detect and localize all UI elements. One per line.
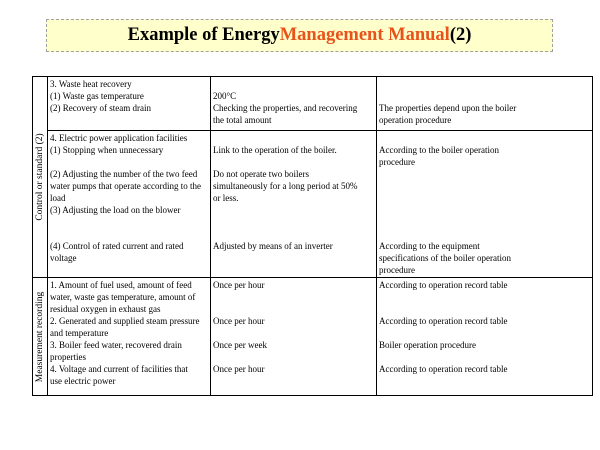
slide-title (46, 19, 553, 52)
table-row-electric (33, 131, 593, 278)
section-label-cell-measurement (33, 278, 48, 396)
section-label-control: Control or standard (2) (35, 133, 45, 221)
cell-measurement-frequency: Once per hour Once per hour Once per week Once per hour (211, 278, 377, 396)
energy-manual-table (32, 76, 593, 396)
section-label-measurement: Measurement recording (35, 291, 45, 382)
cell-measurement-item: 1. Amount of fuel used, amount of feed water, waste gas temperature, amount of residual oxygen in exhaust gas 2. Generated and supplied steam pressure and temperature 3. Boiler feed water, recovered drain properties 4. Voltage and current of facilities that use electric power (48, 278, 211, 396)
cell-waste-heat-standard: The properties depend upon the boiler operation procedure (377, 77, 593, 131)
cell-waste-heat-method: 200°C Checking the properties, and recovering the total amount (211, 77, 377, 131)
cell-waste-heat-item: 3. Waste heat recovery (1) Waste gas temperature (2) Recovery of steam drain (48, 77, 211, 131)
title-prefix: Example of Energy (127, 25, 280, 45)
cell-electric-method: Link to the operation of the boiler. Do not operate two boilers simultaneously for a long period at 50% or less. Adjusted by means of an inverter (211, 131, 377, 278)
section-label-cell-control (33, 77, 48, 278)
cell-electric-item: 4. Electric power application facilities (1) Stopping when unnecessary (2) Adjusting the number of the two feed water pumps that operate according to the load (3) Adjusting the load on the blower (4) Control of rated current and rated voltage (48, 131, 211, 278)
cell-measurement-standard: According to operation record table According to operation record table Boiler operation procedure According to operation record table (377, 278, 593, 396)
title-suffix: (2) (449, 25, 472, 45)
table-row-measurement (33, 278, 593, 396)
title-accent: Management Manual (279, 25, 450, 45)
table-row-waste-heat (33, 77, 593, 131)
cell-electric-standard: According to the boiler operation procedure According to the equipment specifications of the boiler operation procedure (377, 131, 593, 278)
